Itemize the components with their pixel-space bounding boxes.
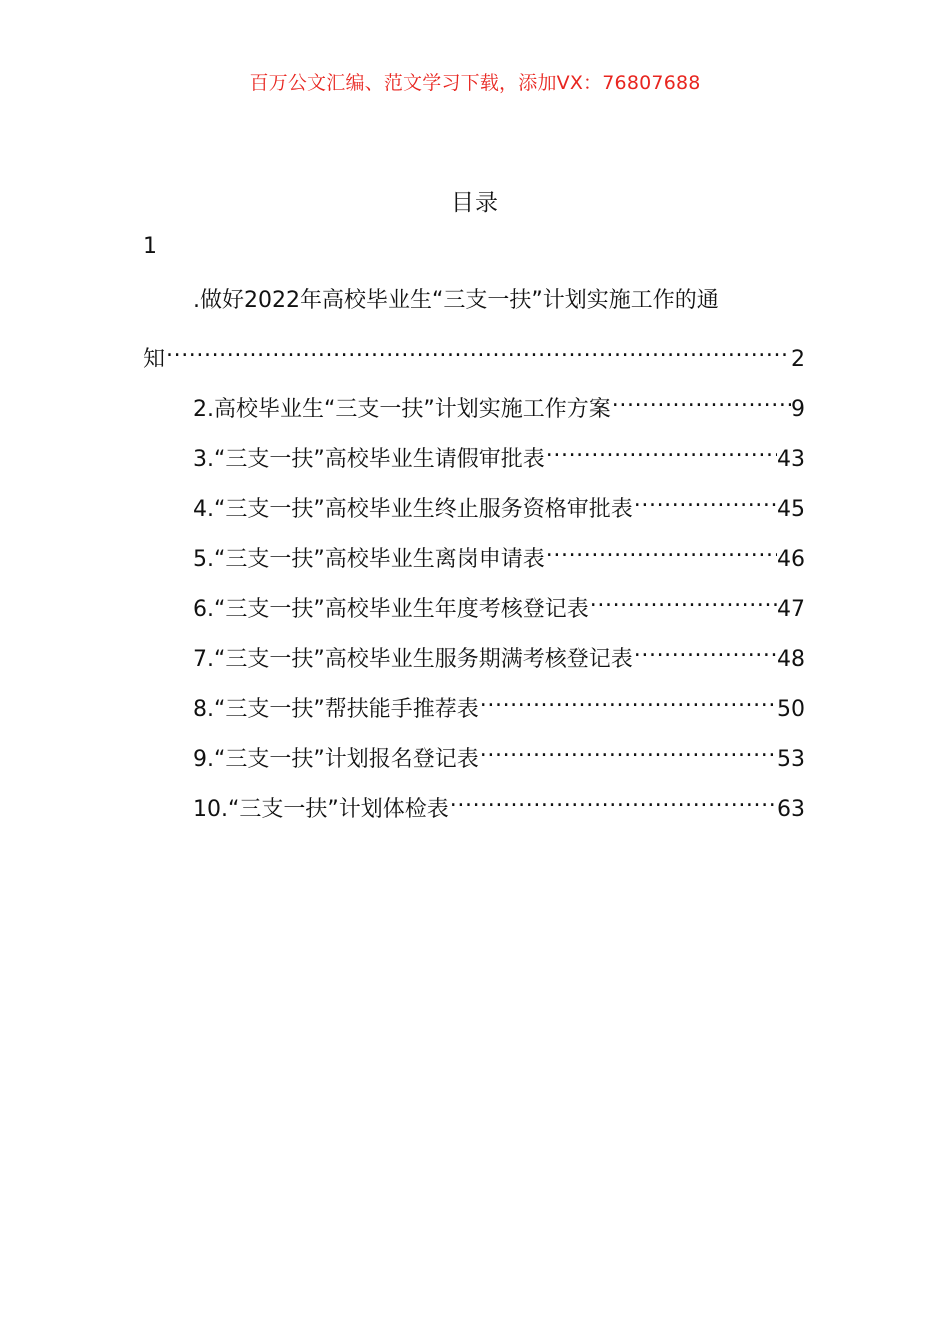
toc-entry-text: 6.“三支一扶”高校毕业生年度考核登记表 (193, 597, 589, 622)
toc-entry-8[interactable] (193, 684, 805, 734)
toc-entry-10[interactable] (193, 784, 805, 834)
toc-entry-text: 5.“三支一扶”高校毕业生离岗申请表 (193, 547, 545, 572)
toc-entry-2[interactable] (193, 384, 805, 434)
dot-leader (611, 384, 791, 416)
dot-leader (449, 784, 777, 816)
toc-entry-text: 10.“三支一扶”计划体检表 (193, 797, 449, 822)
toc-entry-text: 4.“三支一扶”高校毕业生终止服务资格审批表 (193, 497, 633, 522)
toc-entry-page: 45 (777, 497, 805, 522)
dot-leader (165, 334, 791, 366)
toc-entry-4[interactable] (193, 484, 805, 534)
toc-list (193, 384, 805, 834)
toc-entry-page: 47 (777, 597, 805, 622)
toc-entry-1-line2-row (143, 334, 805, 372)
dot-leader (633, 634, 777, 666)
toc-entry-5[interactable] (193, 534, 805, 584)
toc-title: 目录 (451, 190, 499, 216)
toc-entry-6[interactable] (193, 584, 805, 634)
dot-leader (545, 534, 777, 566)
toc-entry-text: 7.“三支一扶”高校毕业生服务期满考核登记表 (193, 647, 633, 672)
toc-entry-page: 43 (777, 447, 805, 472)
dot-leader (589, 584, 777, 616)
toc-entry-page: 63 (777, 797, 805, 822)
toc-entry-page: 48 (777, 647, 805, 672)
toc-first-number: 1 (143, 234, 157, 259)
toc-entry-page: 46 (777, 547, 805, 572)
toc-entry-page: 9 (791, 397, 805, 422)
toc-entry-text: 2.高校毕业生“三支一扶”计划实施工作方案 (193, 397, 611, 422)
dot-leader (633, 484, 777, 516)
toc-entry-1-line1: .做好2022年高校毕业生“三支一扶”计划实施工作的通 (193, 288, 719, 313)
toc-entry-1-page: 2 (791, 347, 805, 372)
toc-entry-7[interactable] (193, 634, 805, 684)
toc-entry-text: 3.“三支一扶”高校毕业生请假审批表 (193, 447, 545, 472)
dot-leader (479, 684, 777, 716)
toc-entry-text: 9.“三支一扶”计划报名登记表 (193, 747, 479, 772)
toc-entry-3[interactable] (193, 434, 805, 484)
toc-entry-page: 50 (777, 697, 805, 722)
dot-leader (545, 434, 777, 466)
header-banner: 百万公文汇编、范文学习下载，添加VX：76807688 (249, 72, 701, 94)
toc-entry-1[interactable] (143, 284, 805, 372)
toc-entry-page: 53 (777, 747, 805, 772)
toc-entry-1-line2: 知 (143, 347, 166, 372)
toc-entry-text: 8.“三支一扶”帮扶能手推荐表 (193, 697, 479, 722)
toc-entry-9[interactable] (193, 734, 805, 784)
dot-leader (479, 734, 777, 766)
